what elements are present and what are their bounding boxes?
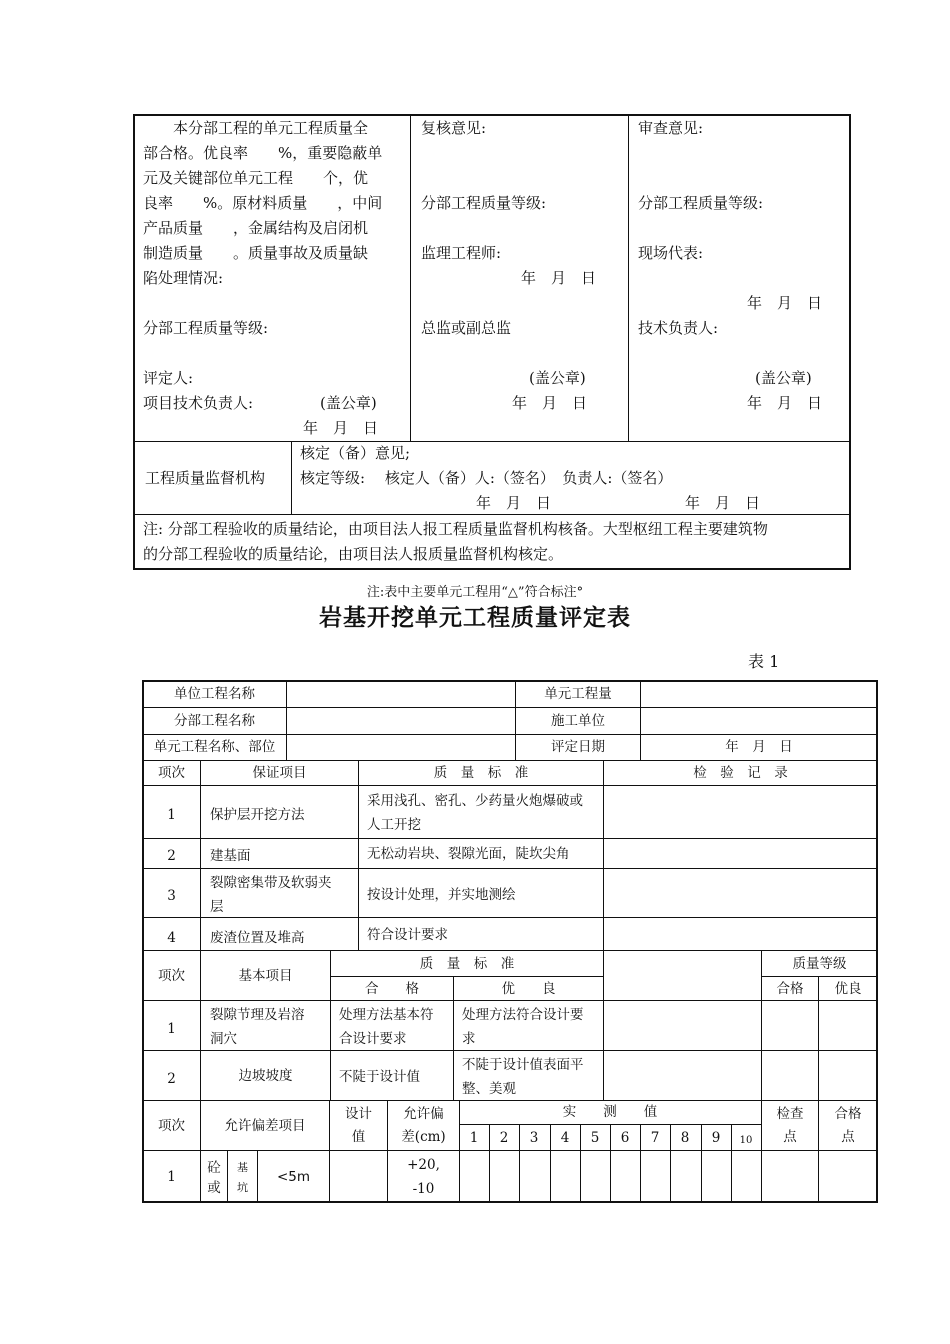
label-unit-quantity: 单元工程量 xyxy=(544,686,612,702)
summary-line-1: 本分部工程的单元工程质量全 xyxy=(173,119,369,137)
agency-opinion: 核定（备）意见; xyxy=(300,444,411,462)
tol-col-design-1: 设计 xyxy=(345,1106,372,1122)
basic-row-2-good2: 整、美观 xyxy=(462,1081,516,1097)
tol-row-1-allow-1: +20, xyxy=(407,1157,440,1173)
label-sub-project: 分部工程名称 xyxy=(174,713,255,729)
page-title: 岩基开挖单元工程质量评定表 xyxy=(319,604,631,631)
summary-divider-3 xyxy=(291,441,292,515)
guarantee-col-no: 项次 xyxy=(158,765,185,781)
summary-line-4: 良率 %。原材料质量 ，中间 xyxy=(143,194,383,212)
guarantee-row-3-no: 3 xyxy=(167,888,176,904)
guarantee-row-2-std: 无松动岩块、裂隙光面，陡坎尖角 xyxy=(367,846,570,862)
summary-left-evaluator: 评定人: xyxy=(143,369,194,387)
tol-row-1-no: 1 xyxy=(167,1169,176,1185)
tol-row-1-b1: 基 xyxy=(237,1161,248,1174)
summary-note-2: 的分部工程验收的质量结论，由项目法人报质量监督机构核定。 xyxy=(143,545,564,563)
summary-left-tech: 项目技术负责人: xyxy=(143,394,254,412)
summary-left-date: 年 月 日 xyxy=(303,419,379,437)
guarantee-row-1-no: 1 xyxy=(167,807,176,823)
measure-num: 5 xyxy=(590,1130,600,1146)
basic-col-item: 基本项目 xyxy=(238,968,293,984)
summary-mid-date2: 年 月 日 xyxy=(512,394,588,412)
basic-row-1-pass2: 合设计要求 xyxy=(339,1031,407,1047)
measure-num: 10 xyxy=(739,1135,753,1146)
tol-col-check-2: 点 xyxy=(783,1129,797,1145)
basic-grade-pass: 合格 xyxy=(776,981,804,997)
summary-right-date1: 年 月 日 xyxy=(747,294,823,312)
basic-row-1-item1: 裂隙节理及岩溶 xyxy=(210,1007,305,1023)
basic-col-grade: 质量等级 xyxy=(792,956,847,972)
summary-divider-2 xyxy=(628,115,629,442)
summary-line-2: 部合格。优良率 %，重要隐蔽单 xyxy=(143,144,383,162)
tol-col-allow-2: 差(cm) xyxy=(401,1129,446,1145)
guarantee-row-3-std: 按设计处理，并实地测绘 xyxy=(367,887,516,903)
agency-label: 工程质量监督机构 xyxy=(145,469,266,487)
summary-mid-grade: 分部工程质量等级: xyxy=(421,194,547,212)
tol-col-measured: 实 测 值 xyxy=(562,1104,658,1120)
tol-col-qualified-1: 合格 xyxy=(834,1106,862,1122)
measure-num: 1 xyxy=(469,1130,479,1146)
small-note: 注:表中主要单元工程用“△”符合标注° xyxy=(366,585,584,600)
summary-left-grade: 分部工程质量等级: xyxy=(143,319,269,337)
summary-mid-date1: 年 月 日 xyxy=(521,269,597,287)
basic-row-2-pass: 不陡于设计值 xyxy=(339,1069,420,1085)
agency-date2: 年 月 日 xyxy=(685,494,761,512)
guarantee-col-item: 保证项目 xyxy=(252,765,307,781)
basic-col-no: 项次 xyxy=(158,968,185,984)
summary-right-grade: 分部工程质量等级: xyxy=(638,194,764,212)
guarantee-row-4-no: 4 xyxy=(167,930,176,946)
guarantee-row-1-std1: 采用浅孔、密孔、少药量火炮爆破或 xyxy=(367,793,583,809)
measure-num: 6 xyxy=(620,1130,630,1146)
tol-row-1-a1: 砼 xyxy=(207,1160,221,1176)
summary-left-text xyxy=(143,116,382,291)
basic-row-1-good2: 求 xyxy=(462,1031,476,1047)
tol-row-1-range: <5m xyxy=(276,1169,311,1185)
measure-num: 2 xyxy=(499,1130,509,1146)
basic-grade-good: 优良 xyxy=(834,981,862,997)
tol-col-item: 允许偏差项目 xyxy=(224,1118,306,1134)
tol-col-design-2: 值 xyxy=(351,1129,366,1145)
guarantee-row-4-item: 废渣位置及堆高 xyxy=(210,930,305,946)
tol-col-allow-1: 允许偏 xyxy=(403,1106,444,1122)
summary-divider-1 xyxy=(410,115,411,442)
basic-row-1-item2: 洞穴 xyxy=(210,1031,237,1047)
tol-row-1-a2: 或 xyxy=(207,1180,221,1196)
measure-num: 4 xyxy=(560,1130,570,1146)
summary-mid-seal: (盖公章) xyxy=(529,369,586,387)
basic-col-good: 优 良 xyxy=(501,981,556,997)
label-element-name: 单元工程名称、部位 xyxy=(153,739,276,755)
basic-row-1-good1: 处理方法符合设计要 xyxy=(462,1007,584,1023)
agency-grade-line: 核定等级: 核定人（备）人:（签名） 负责人:（签名） xyxy=(300,469,673,487)
measure-num: 9 xyxy=(711,1130,721,1146)
tol-col-no: 项次 xyxy=(158,1118,185,1134)
summary-mid-engineer: 监理工程师: xyxy=(421,244,502,262)
guarantee-row-3-item2: 层 xyxy=(210,899,224,915)
summary-line-7: 陷处理情况: xyxy=(143,269,224,287)
basic-col-standard: 质 量 标 准 xyxy=(419,956,515,972)
tol-row-1-b2: 坑 xyxy=(237,1181,248,1194)
tol-col-check-1: 检查 xyxy=(776,1106,804,1122)
guarantee-col-record: 检 验 记 录 xyxy=(693,765,788,781)
summary-right-review: 审查意见: xyxy=(638,119,704,137)
basic-row-1-pass1: 处理方法基本符 xyxy=(339,1007,434,1023)
summary-hline-1 xyxy=(134,441,850,442)
summary-right-rep: 现场代表: xyxy=(638,244,704,262)
measure-num: 7 xyxy=(650,1130,660,1146)
guarantee-row-1-std2: 人工开挖 xyxy=(367,817,421,833)
summary-mid-review: 复核意见: xyxy=(421,119,487,137)
basic-row-2-no: 2 xyxy=(167,1071,176,1087)
eval-date-value: 年 月 日 xyxy=(725,739,793,755)
guarantee-col-standard: 质 量 标 准 xyxy=(433,765,529,781)
summary-right-date2: 年 月 日 xyxy=(747,394,823,412)
label-construction-unit: 施工单位 xyxy=(551,713,605,729)
measure-num: 8 xyxy=(680,1130,690,1146)
summary-line-3: 元及关键部位单元工程 个，优 xyxy=(143,169,369,187)
label-unit-project: 单位工程名称 xyxy=(174,686,255,702)
summary-right-seal: (盖公章) xyxy=(755,369,812,387)
tol-row-1-allow-2: -10 xyxy=(412,1181,435,1197)
guarantee-row-2-no: 2 xyxy=(167,848,176,864)
agency-date1: 年 月 日 xyxy=(476,494,552,512)
summary-left-seal: (盖公章) xyxy=(320,394,377,412)
guarantee-row-2-item: 建基面 xyxy=(210,848,251,864)
basic-row-2-good1: 不陡于设计值表面平 xyxy=(462,1057,584,1073)
basic-col-pass: 合 格 xyxy=(365,981,419,997)
summary-mid-chief: 总监或副总监 xyxy=(421,319,512,337)
summary-line-6: 制造质量 。质量事故及质量缺 xyxy=(143,244,369,262)
basic-row-1-no: 1 xyxy=(167,1021,176,1037)
table-label: 表 1 xyxy=(748,652,780,671)
summary-line-5: 产品质量 ，金属结构及启闭机 xyxy=(143,219,369,237)
measure-num: 3 xyxy=(529,1130,539,1146)
basic-row-2-item: 边坡坡度 xyxy=(238,1068,293,1084)
summary-note-1: 注: 分部工程验收的质量结论，由项目法人报工程质量监督机构核备。大型枢纽工程主要建筑物 xyxy=(143,520,768,538)
tol-col-qualified-2: 点 xyxy=(841,1129,855,1145)
guarantee-row-1-item: 保护层开挖方法 xyxy=(210,807,305,823)
summary-right-tech: 技术负责人: xyxy=(638,319,719,337)
label-eval-date: 评定日期 xyxy=(551,739,605,755)
guarantee-row-3-item1: 裂隙密集带及软弱夹 xyxy=(210,875,332,891)
guarantee-row-4-std: 符合设计要求 xyxy=(367,927,448,943)
